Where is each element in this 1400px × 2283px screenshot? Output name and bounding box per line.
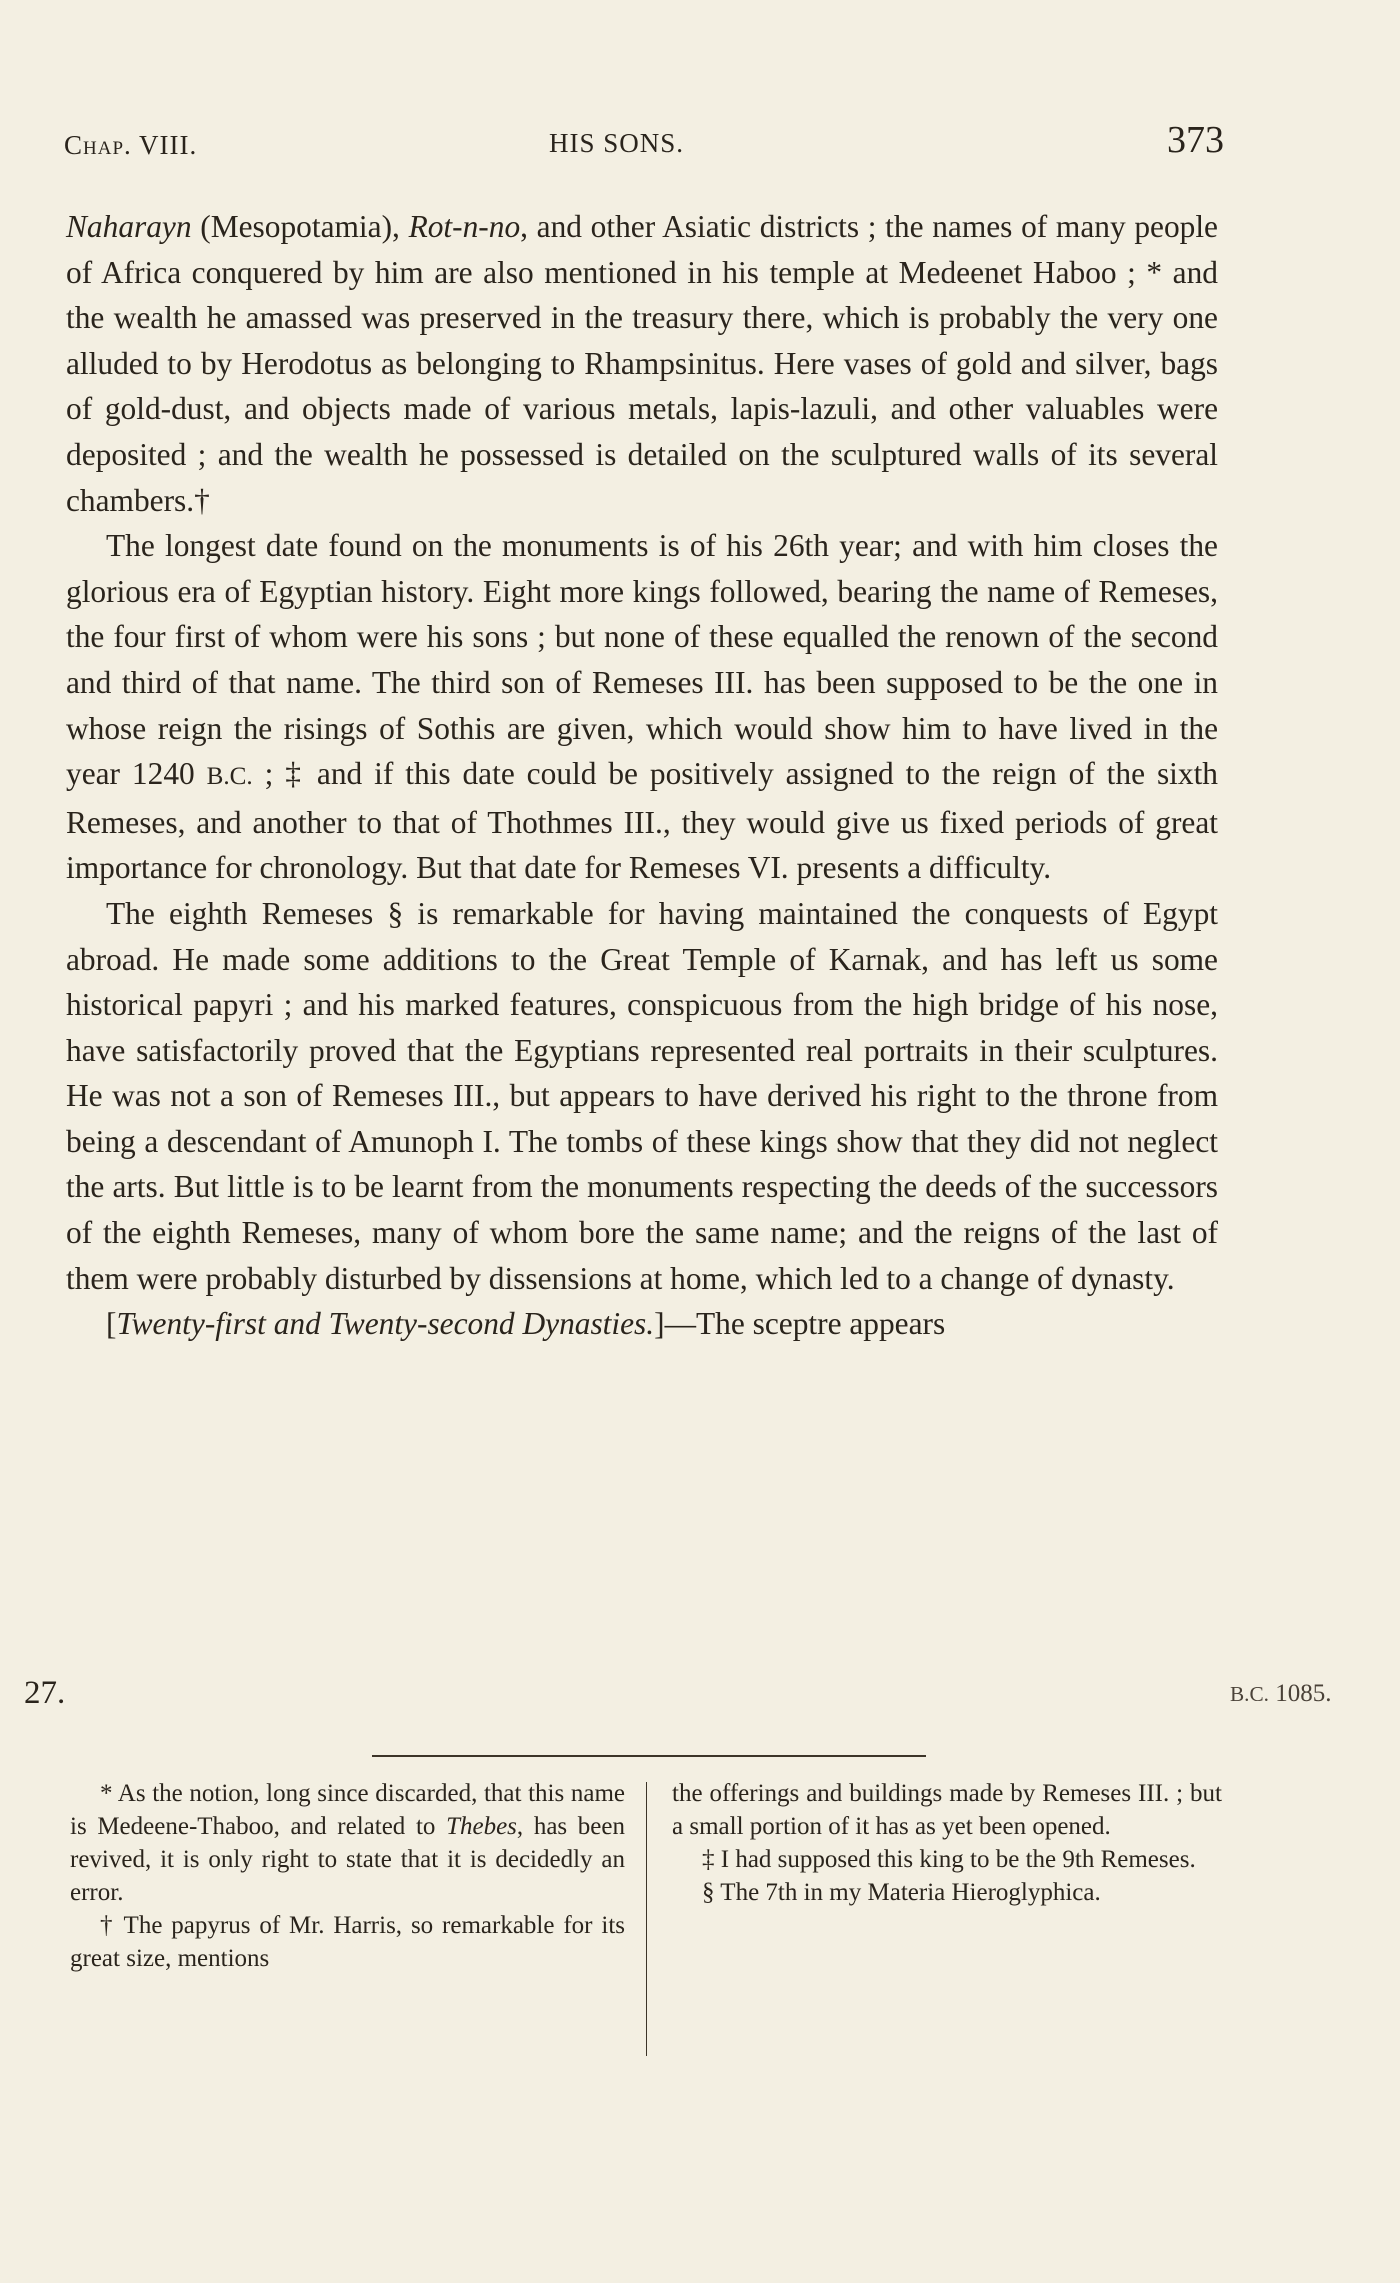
- margin-date-bc: B.C.: [1230, 1682, 1269, 1706]
- place-name-rot-n-no: Rot-n-no: [408, 209, 521, 244]
- running-title: HIS SONS.: [549, 128, 685, 158]
- footnote-asterisk-text-a: * As the notion, long since discarded, that this name is Medeene-Thaboo, and related to: [70, 1780, 625, 1840]
- main-text: [66, 204, 1218, 1347]
- footnotes-right-column: [672, 1777, 1222, 1909]
- footnote-asterisk: [70, 1777, 625, 1909]
- page-number: 373: [1167, 119, 1224, 161]
- section-bracket-close: ]: [654, 1306, 665, 1342]
- footnote-section: § The 7th in my Materia Hieroglyphica.: [702, 1879, 1101, 1906]
- paragraph-4: [66, 1301, 1218, 1347]
- section-heading: Twenty-first and Twenty-second Dynasties.: [116, 1306, 655, 1342]
- bc-abbreviation: B.C.: [206, 763, 253, 791]
- footnote-dagger-continued: the offerings and buildings made by Remeses III. ; but a small portion of it has as yet been opened.: [672, 1780, 1222, 1840]
- footnote-column-divider: [646, 1782, 647, 2056]
- paragraph-2-text-b: ; ‡ and if this date could be positively assigned to the reign of the sixth Remeses, and another to that of Thothmes III., they would give us fixed periods of great importance for chronology. But that date for Remeses VI. presents a difficulty.: [66, 756, 1218, 886]
- section-bracket-open: [: [106, 1306, 117, 1342]
- paragraph-1: [66, 204, 1218, 523]
- footnote-asterisk-text-b: , has been revived, it is only right to state that it is decidedly an error.: [70, 1813, 625, 1906]
- margin-date: [1230, 1680, 1331, 1708]
- paragraph-1-text-b: , and other Asiatic districts ; the names of many people of Africa conquered by him are also mentioned in his temple at Medeenet Haboo ; * and the wealth he amassed was preserved in the treasury there, which is probably the very one alluded to by Herodotus as belonging to Rhampsinitus. Here vases of gold and silver, bags of gold-dust, and objects made of various metals, lapis-lazuli, and other valuables were deposited ; and the wealth he possessed is detailed on the sculptured walls of its several chambers.†: [66, 209, 1218, 518]
- paragraph-1-text-a: (Mesopotamia),: [191, 209, 409, 244]
- paragraph-4-text: —The sceptre appears: [664, 1306, 946, 1342]
- running-header: [64, 118, 1224, 174]
- place-name-naharayn: Naharayn: [66, 209, 192, 244]
- footnote-double-dagger: ‡ I had supposed this king to be the 9th Remeses.: [702, 1846, 1196, 1873]
- paragraph-2-text-a: The longest date found on the monuments is of his 26th year; and with him closes the glorious era of Egyptian history. Eight more kings followed, bearing the name of Remeses, the four first of whom were his sons ; but none of these equalled the renown of the second and third of that name. The third son of Remeses III. has been supposed to be the one in whose reign the risings of Sothis are given, which would show him to have lived in the year 1240: [66, 528, 1218, 792]
- footnote-rule: [372, 1755, 926, 1757]
- section-number: 27.: [24, 1675, 66, 1711]
- footnote-dagger: † The papyrus of Mr. Harris, so remarkable for its great size, mentions: [70, 1912, 625, 1972]
- paragraph-2: [66, 523, 1218, 891]
- footnote-thebes: Thebes: [446, 1813, 517, 1840]
- chapter-label: Chap. VIII.: [64, 130, 198, 160]
- margin-date-year: 1085.: [1275, 1680, 1332, 1707]
- paragraph-3: The eighth Remeses § is remarkable for having maintained the conquests of Egypt abroad. He made some additions to the Great Temple of Karnak, and has left us some historical papyri ; and his marked features, conspicuous from the high bridge of his nose, have satisfactorily proved that the Egyptians represented real portraits in their sculptures. He was not a son of Remeses III., but appears to have derived his right to the throne from being a descendant of Amunoph I. The tombs of these kings show that they did not neglect the arts. But little is to be learnt from the monuments respecting the deeds of the successors of the eighth Remeses, many of whom bore the same name; and the reigns of the last of them were probably disturbed by dissensions at home, which led to a change of dynasty.: [66, 895, 1218, 1296]
- footnotes-left-column: [70, 1777, 625, 1975]
